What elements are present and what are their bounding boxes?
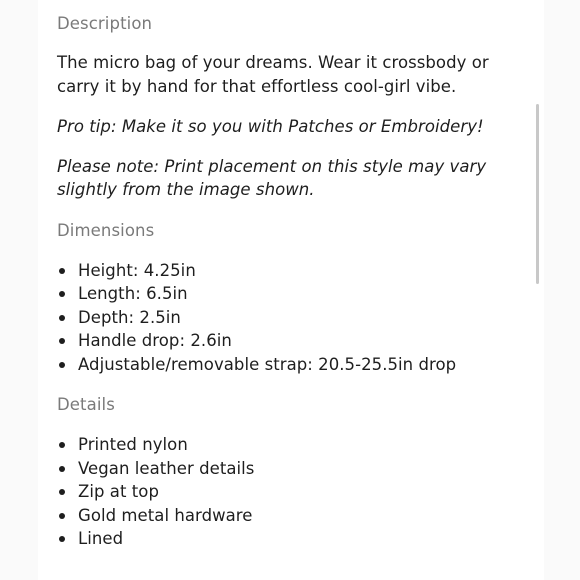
list-item [57,480,517,504]
list-item [57,329,517,353]
bullet-icon [59,489,65,495]
list-item [57,306,517,330]
dimensions-list [57,259,517,377]
list-item [57,282,517,306]
description-heading: Description [57,14,153,33]
bullet-icon [59,291,65,297]
scrollbar-thumb[interactable] [536,104,539,284]
list-item-text: Depth: 2.5in [78,307,181,327]
list-item [57,259,517,283]
list-item-text: Lined [78,529,124,548]
pro-tip-text: Pro tip: Make it so you with Patches or Embroidery! [57,117,484,136]
list-item-text: Handle drop: 2.6in [78,331,232,350]
list-item [57,433,517,457]
list-item-text: Gold metal hardware [78,505,253,525]
bullet-icon [59,338,65,344]
list-item [57,353,517,377]
bullet-icon [59,513,65,519]
print-note-line-2: slightly from the image shown. [57,180,315,199]
bullet-icon [59,536,65,542]
bullet-icon [59,466,65,472]
scrollbar[interactable] [535,104,540,284]
product-info-content [57,12,517,551]
details-heading: Details [57,395,115,414]
list-item-text: Height: 4.25in [78,260,196,280]
list-item-text: Adjustable/removable strap: 20.5-25.5in drop [78,354,457,374]
description-text-line-2: carry it by hand for that effortless cool-girl vibe. [57,76,457,96]
dimensions-heading: Dimensions [57,220,155,240]
details-list [57,433,517,551]
bullet-icon [59,362,65,368]
product-info-panel [38,0,544,580]
list-item-text: Length: 6.5in [78,284,188,303]
list-item-text: Printed nylon [78,435,188,454]
bullet-icon [59,268,65,274]
description-text-line-1: The micro bag of your dreams. Wear it crossbody or [57,53,489,72]
list-item-text: Vegan leather details [78,458,255,478]
list-item-text: Zip at top [78,482,159,501]
bullet-icon [59,442,65,448]
bullet-icon [59,315,65,321]
print-note-line-1: Please note: Print placement on this style may vary [57,156,487,176]
list-item [57,504,517,528]
list-item [57,457,517,481]
list-item [57,527,517,551]
